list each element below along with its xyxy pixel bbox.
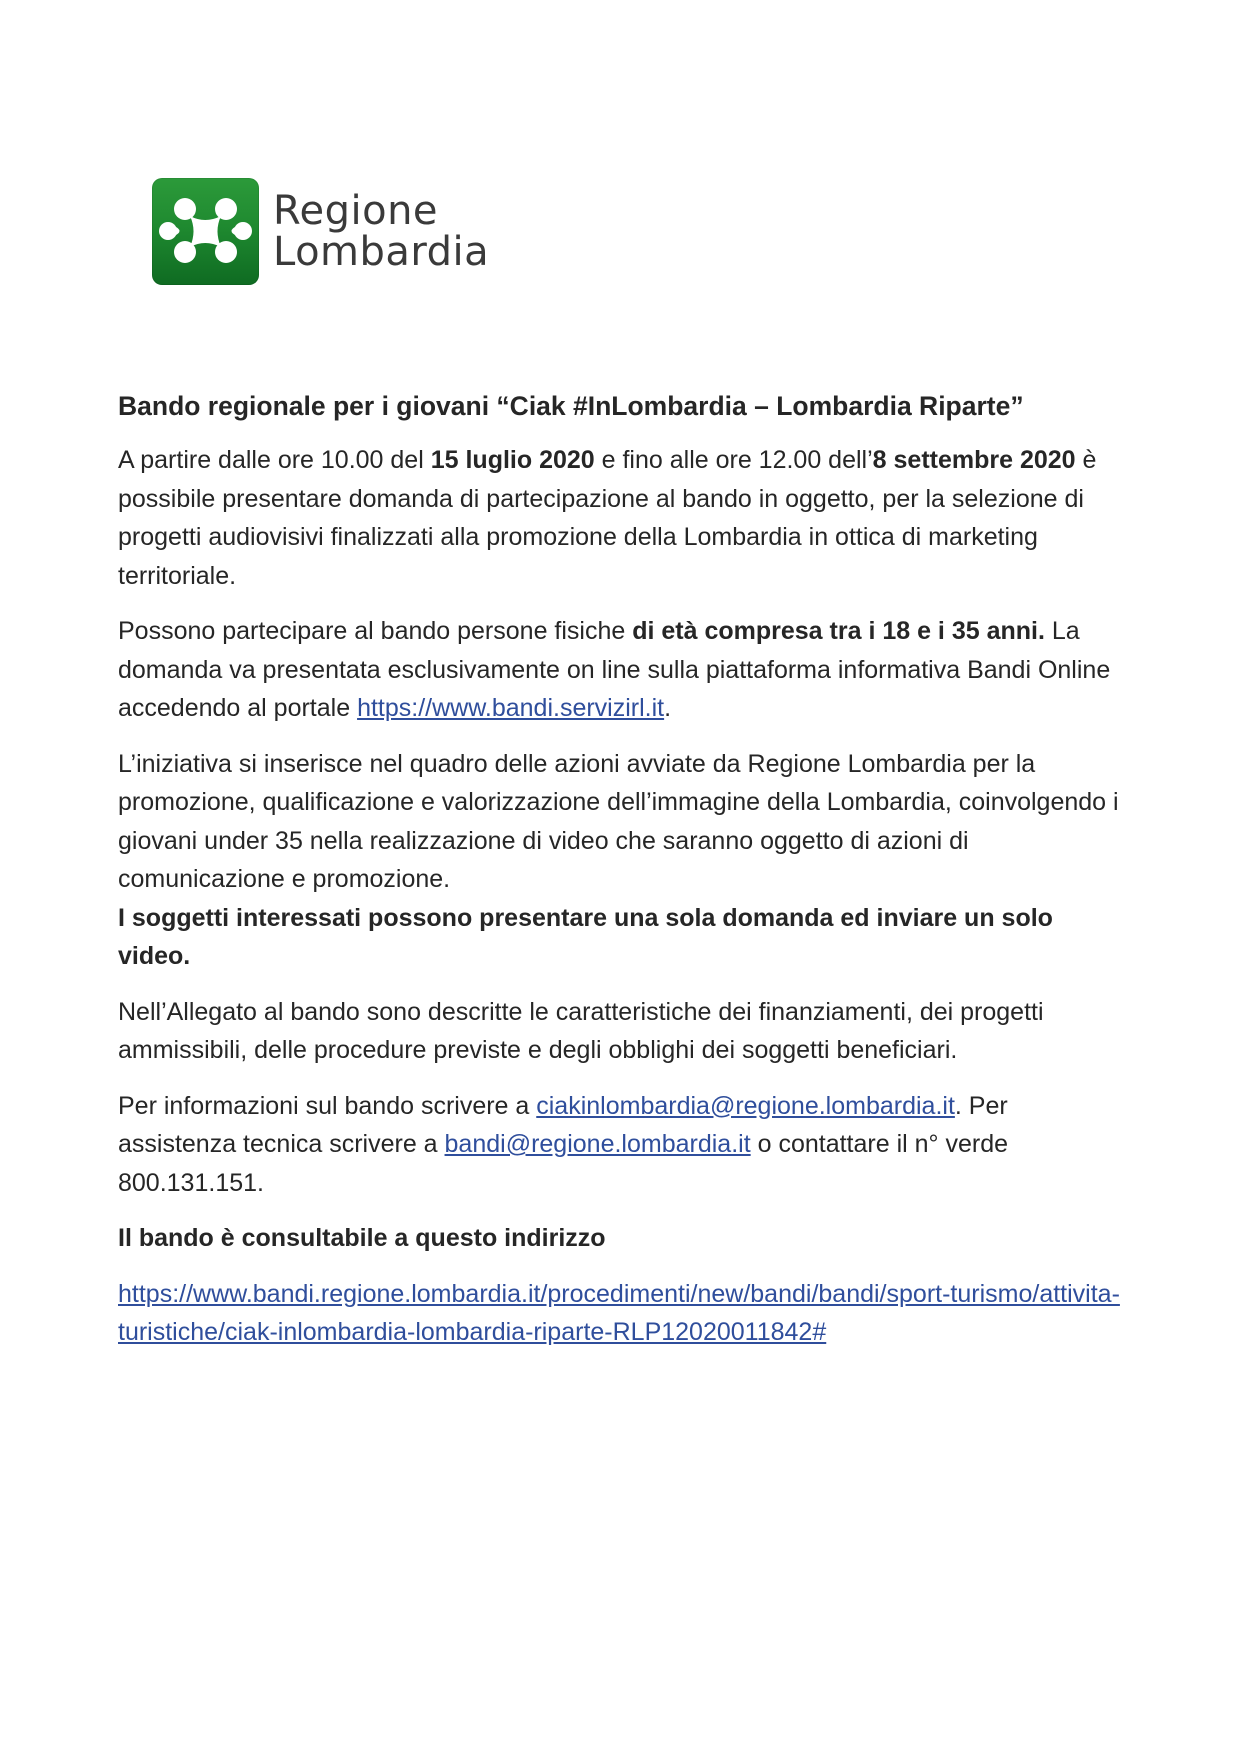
paragraph-attachment: Nell’Allegato al bando sono descritte le caratteristiche dei finanziamenti, dei progetti ammissibili, delle procedure previste e degli obblighi dei soggetti beneficiari. [118, 997, 1044, 1064]
p2-text-3: . [664, 694, 672, 722]
paragraph-initiative: L’iniziativa si inserisce nel quadro delle azioni avviate da Regione Lombardia per la promozione, qualificazione e valorizzazione dell’immagine della Lombardia, coinvolgendo i giovani under 35 nella realizzazione di video che saranno oggetto di azioni di comunicazione e promozione. [118, 749, 1119, 893]
document-title: Bando regionale per i giovani “Ciak #InLombardia – Lombardia Riparte” [118, 391, 1024, 421]
rosa-camuna-logo-icon [152, 178, 259, 285]
paragraph-dates [118, 441, 1128, 595]
info-email-link[interactable]: ciakinlombardia@regione.lombardia.it [536, 1091, 955, 1120]
p2-text-1: Possono partecipare al bando persone fisiche [118, 617, 633, 645]
document-body [118, 387, 1128, 1369]
portal-link[interactable]: https://www.bandi.servizirl.it [357, 694, 665, 722]
p1-text-3: è possibile presentare domanda di partecipazione al bando in oggetto, per la selezione di progetti audiovisivi finalizzati alla promozione della Lombardia in ottica di marketing territoriale. [118, 446, 1097, 590]
regione-lombardia-logo [152, 178, 489, 285]
p2-text-2: La domanda va presentata esclusivamente on line sulla piattaforma informativa Bandi Online accedendo al portale [118, 617, 1111, 722]
bando-page-link[interactable]: https://www.bandi.regione.lombardia.it/procedimenti/new/bandi/bandi/sport-turismo/attivita-turistiche/ciak-inlombardia-lombardia-riparte-RLP12020011842# [118, 1279, 1120, 1346]
logo-line-lombardia: Lombardia [273, 228, 490, 275]
p1-text-2: e fino alle ore 12.00 dell’ [594, 446, 873, 474]
paragraph-final-link [118, 1275, 1128, 1352]
p5-text-3: o contattare il n° verde 800.131.151. [118, 1130, 1009, 1197]
age-range: di età compresa tra i 18 e i 35 anni. [632, 617, 1045, 645]
paragraph-eligibility [118, 612, 1128, 728]
p1-text-1: A partire dalle ore 10.00 del [118, 446, 431, 474]
p5-text-1: Per informazioni sul bando scrivere a [118, 1091, 537, 1120]
p5-text-2: . Per assistenza tecnica scrivere a [118, 1091, 1008, 1158]
end-date: 8 settembre 2020 [872, 446, 1076, 474]
paragraph-contacts [118, 1087, 1128, 1203]
support-email-link[interactable]: bandi@regione.lombardia.it [444, 1130, 751, 1158]
start-date: 15 luglio 2020 [430, 446, 595, 474]
logo-wordmark [273, 187, 490, 275]
bando-address-heading: Il bando è consultabile a questo indirizzo [118, 1224, 606, 1252]
logo-line-regione: Regione [273, 187, 439, 234]
paragraph-one-application: I soggetti interessati possono presentare una sola domanda ed inviare un solo video. [118, 903, 1053, 970]
